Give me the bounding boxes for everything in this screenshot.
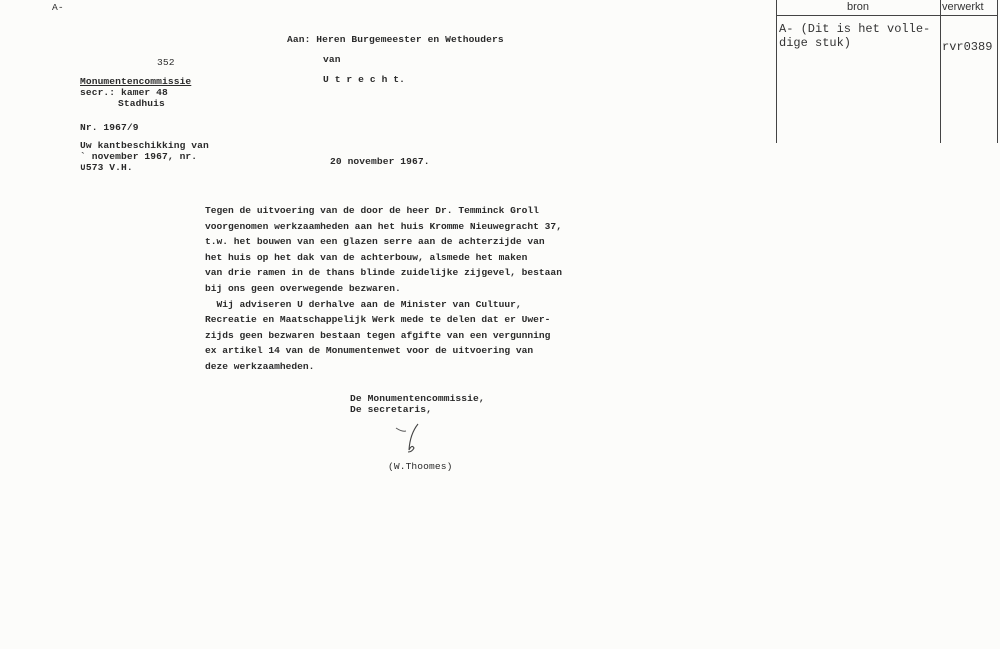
header-verwerkt: verwerkt [942, 1, 984, 13]
body-line: deze werkzaamheden. [205, 360, 315, 372]
closing-line-2: De secretaris, [350, 404, 433, 415]
table-header-divider [776, 15, 998, 16]
your-reference-1: Uw kantbeschikking van [80, 140, 209, 151]
reference-number: Nr. 1967/9 [80, 122, 139, 133]
table-border [776, 0, 777, 143]
sender-address-2: Stadhuis [118, 98, 165, 109]
body-line: voorgenomen werkzaamheden aan het huis Kromme Nieuwegracht 37, [205, 220, 562, 232]
addressee-line-1: Aan: Heren Burgemeester en Wethouders [287, 34, 504, 45]
your-reference-3: ∪573 V.H. [80, 162, 133, 173]
body-line: zijds geen bezwaren bestaan tegen afgifte van een vergunning [205, 329, 551, 341]
body-line: Tegen de uitvoering van de door de heer Dr. Temminck Groll [205, 205, 539, 216]
body-line: t.w. het bouwen van een glazen serre aan de achterzijde van [205, 236, 545, 248]
table-border [940, 0, 941, 143]
letter-date: 20 november 1967. [330, 156, 430, 167]
processed-code: rvr0389 [942, 40, 993, 54]
source-line-2: dige stuk) [779, 36, 852, 50]
body-line: Recreatie en Maatschappelijk Werk mede te delen dat er Uwer- [205, 314, 551, 326]
corner-mark: A- [52, 2, 64, 13]
signatory-name: (W.Thoomes) [388, 461, 453, 472]
sender-name: Monumentencommissie [80, 76, 192, 87]
body-line: van drie ramen in de thans blinde zuidelijke zijgevel, bestaan [205, 267, 562, 279]
closing-line-1: De Monumentencommissie, [350, 393, 485, 404]
body-line: ex artikel 14 van de Monumentenwet voor de uitvoering van [205, 345, 534, 357]
body-line: bij ons geen overwegende bezwaren. [205, 282, 401, 294]
source-line-1: A- (Dit is het volle- [779, 22, 931, 36]
body-line: het huis op het dak van de achterbouw, alsmede het maken [205, 251, 528, 263]
addressee-line-2: van [323, 54, 341, 65]
table-border [997, 0, 998, 143]
sender-address-1: secr.: kamer 48 [80, 87, 168, 98]
page-number: 352 [157, 57, 175, 68]
letter-body [205, 203, 562, 375]
your-reference-2: ` november 1967, nr. [80, 151, 198, 162]
body-line: Wij adviseren U derhalve aan de Minister van Cultuur, [205, 298, 522, 310]
addressee-line-3: U t r e c h t. [323, 74, 406, 85]
handwritten-signature [390, 420, 430, 460]
header-bron: bron [846, 1, 870, 13]
